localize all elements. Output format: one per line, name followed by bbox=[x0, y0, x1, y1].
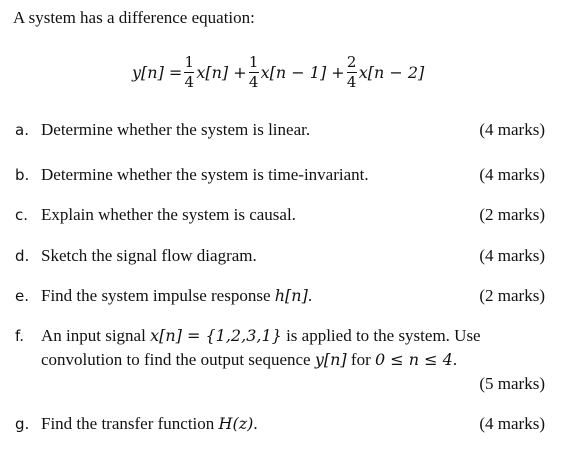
math-expression: h[n] bbox=[274, 286, 308, 305]
question-text-part: . bbox=[452, 350, 458, 369]
fraction-denominator: 4 bbox=[184, 72, 195, 91]
question-text bbox=[41, 412, 545, 436]
question-text-part: is applied to the system. Use bbox=[281, 326, 481, 345]
question-text: Determine whether the system is linear. bbox=[41, 120, 311, 139]
intro-text: A system has a difference equation: bbox=[13, 8, 255, 27]
question-f bbox=[15, 324, 545, 393]
question-letter: g. bbox=[15, 415, 30, 433]
question-marks: (2 marks) bbox=[479, 205, 545, 224]
equation-term-2: x[n − 1] + bbox=[260, 62, 345, 82]
fraction-denominator: 4 bbox=[346, 72, 357, 91]
fraction-numerator: 1 bbox=[248, 52, 259, 71]
fraction-1 bbox=[184, 52, 195, 91]
question-c bbox=[15, 203, 545, 227]
math-expression: H(z) bbox=[218, 414, 254, 433]
question-text: Determine whether the system is time-invariant. bbox=[41, 165, 369, 184]
question-letter: d. bbox=[15, 247, 30, 265]
question-marks: (4 marks) bbox=[479, 165, 545, 184]
question-text-part: Find the transfer function bbox=[41, 414, 219, 433]
question-line-2 bbox=[41, 348, 545, 372]
fraction-2 bbox=[248, 52, 259, 91]
math-expression: x[n] = {1,2,3,1} bbox=[150, 326, 282, 345]
question-text bbox=[41, 284, 545, 308]
question-text bbox=[41, 324, 545, 372]
math-expression: 0 ≤ n ≤ 4 bbox=[375, 350, 453, 369]
fraction-numerator: 1 bbox=[184, 52, 195, 71]
question-g bbox=[15, 412, 545, 436]
question-letter: b. bbox=[15, 166, 30, 184]
question-a bbox=[15, 118, 545, 142]
question-b bbox=[15, 163, 545, 187]
question-text-part: for bbox=[346, 350, 375, 369]
fraction-denominator: 4 bbox=[248, 72, 259, 91]
question-d bbox=[15, 244, 545, 268]
question-marks: (2 marks) bbox=[479, 286, 545, 305]
equation-term-3: x[n − 2] bbox=[358, 62, 425, 82]
question-text-part: . bbox=[307, 286, 313, 305]
question-line-1 bbox=[41, 324, 545, 348]
equation-term-1: x[n] + bbox=[196, 62, 247, 82]
question-text: Explain whether the system is causal. bbox=[41, 205, 296, 224]
question-letter: e. bbox=[15, 287, 29, 305]
question-marks: (4 marks) bbox=[479, 246, 545, 265]
equation-lhs: y[n] = bbox=[132, 62, 183, 82]
question-text-part: convolution to find the output sequence bbox=[41, 350, 315, 369]
question-e bbox=[15, 284, 545, 308]
question-text-part: An input signal bbox=[41, 326, 151, 345]
math-expression: y[n] bbox=[314, 350, 347, 369]
fraction-3 bbox=[346, 52, 357, 91]
question-text-part: Find the system impulse response bbox=[41, 286, 275, 305]
question-marks: (4 marks) bbox=[479, 414, 545, 433]
question-text-part: . bbox=[253, 414, 258, 433]
question-marks: (5 marks) bbox=[479, 374, 545, 393]
question-marks: (4 marks) bbox=[479, 120, 545, 139]
question-letter: a. bbox=[15, 121, 29, 139]
question-text: Sketch the signal flow diagram. bbox=[41, 246, 257, 265]
difference-equation bbox=[132, 50, 424, 94]
question-letter: c. bbox=[15, 206, 29, 224]
question-letter: f. bbox=[15, 327, 24, 345]
fraction-numerator: 2 bbox=[346, 52, 357, 71]
